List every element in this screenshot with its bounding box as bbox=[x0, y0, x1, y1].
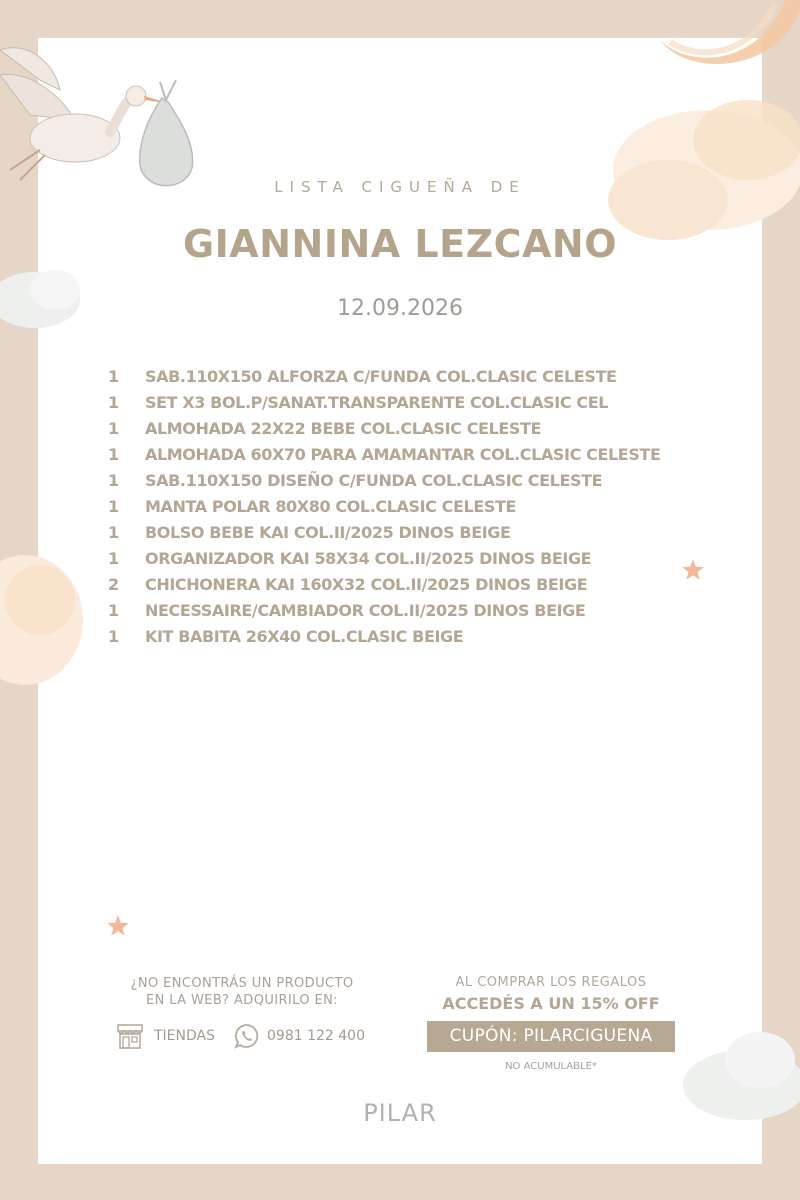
item-qty: 1 bbox=[108, 549, 119, 568]
cloud-illustration bbox=[0, 255, 85, 335]
contact-row bbox=[115, 1020, 385, 1052]
item-desc: SAB.110X150 ALFORZA C/FUNDA COL.CLASIC CELESTE bbox=[145, 367, 617, 386]
item-qty: 1 bbox=[108, 523, 119, 542]
list-date: 12.09.2026 bbox=[337, 296, 463, 321]
item-desc: SAB.110X150 DISEÑO C/FUNDA COL.CLASIC CELESTE bbox=[145, 471, 603, 490]
promo-block bbox=[420, 975, 682, 1072]
footer-help-text bbox=[108, 975, 376, 1009]
item-qty: 1 bbox=[108, 419, 119, 438]
item-qty: 2 bbox=[108, 575, 119, 594]
item-desc: BOLSO BEBE KAI COL.II/2025 DINOS BEIGE bbox=[145, 523, 511, 542]
item-desc: ALMOHADA 60X70 PARA AMAMANTAR COL.CLASIC CELESTE bbox=[145, 445, 661, 464]
list-item bbox=[108, 548, 728, 574]
item-desc: ORGANIZADOR KAI 58X34 COL.II/2025 DINOS BEIGE bbox=[145, 549, 592, 568]
item-qty: 1 bbox=[108, 601, 119, 620]
help-line-2: EN LA WEB? ADQUIRILO EN: bbox=[145, 993, 339, 1008]
coupon-badge: CUPÓN: PILARCIGUENA bbox=[427, 1021, 675, 1052]
list-item bbox=[108, 418, 728, 444]
list-item bbox=[108, 392, 728, 418]
list-item bbox=[108, 600, 728, 626]
item-qty: 1 bbox=[108, 393, 119, 412]
item-desc: SET X3 BOL.P/SANAT.TRANSPARENTE COL.CLASIC CEL bbox=[145, 393, 609, 412]
gift-list bbox=[108, 366, 728, 652]
promo-note: NO ACUMULABLE* bbox=[505, 1061, 597, 1072]
item-qty: 1 bbox=[108, 627, 119, 646]
item-qty: 1 bbox=[108, 471, 119, 490]
list-item bbox=[108, 522, 728, 548]
cloud-illustration bbox=[0, 545, 85, 695]
list-item bbox=[108, 470, 728, 496]
list-item bbox=[108, 444, 728, 470]
store-icon bbox=[115, 1022, 145, 1050]
star-icon bbox=[105, 913, 131, 939]
list-item bbox=[108, 366, 728, 392]
moon-illustration bbox=[650, 0, 800, 70]
recipient-name: GIANNINA LEZCANO bbox=[182, 222, 618, 266]
item-desc: KIT BABITA 26X40 COL.CLASIC BEIGE bbox=[145, 627, 464, 646]
promo-line-1: AL COMPRAR LOS REGALOS bbox=[455, 975, 647, 990]
phone-link[interactable]: 0981 122 400 bbox=[267, 1028, 365, 1044]
list-item bbox=[108, 496, 728, 522]
item-qty: 1 bbox=[108, 367, 119, 386]
help-line-1: ¿NO ENCONTRÁS UN PRODUCTO bbox=[130, 976, 354, 991]
item-qty: 1 bbox=[108, 445, 119, 464]
stork-illustration bbox=[0, 20, 215, 200]
whatsapp-icon bbox=[233, 1022, 261, 1050]
item-desc: NECESSAIRE/CAMBIADOR COL.II/2025 DINOS BEIGE bbox=[145, 601, 586, 620]
item-desc: MANTA POLAR 80X80 COL.CLASIC CELESTE bbox=[145, 497, 517, 516]
item-desc: ALMOHADA 22X22 BEBE COL.CLASIC CELESTE bbox=[145, 419, 542, 438]
item-desc: CHICHONERA KAI 160X32 COL.II/2025 DINOS BEIGE bbox=[145, 575, 588, 594]
list-subtitle: LISTA CIGUEÑA DE bbox=[274, 178, 526, 196]
list-item bbox=[108, 574, 728, 600]
brand-logo: PILAR bbox=[363, 1099, 437, 1127]
list-item bbox=[108, 626, 728, 652]
promo-line-2: ACCEDÉS A UN 15% OFF bbox=[442, 994, 660, 1013]
item-qty: 1 bbox=[108, 497, 119, 516]
stores-link[interactable]: TIENDAS bbox=[154, 1028, 215, 1044]
